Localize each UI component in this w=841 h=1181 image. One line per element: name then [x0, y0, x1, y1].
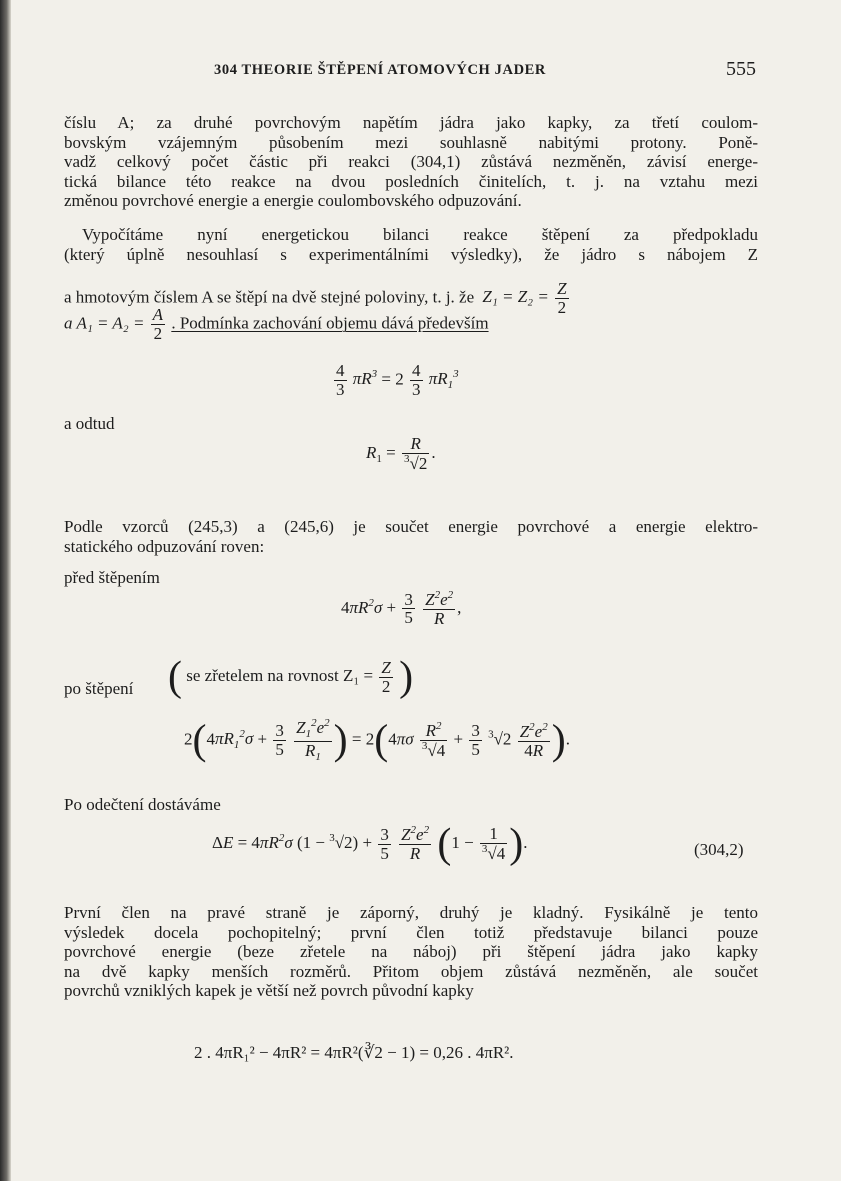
text-line: . Podmínka zachování objemu dává především: [171, 313, 489, 333]
inline-equation: Z₁ = Z₂ =: [482, 287, 549, 307]
book-spine-shadow: [0, 0, 11, 1181]
condition-text: se zřetelem na rovnost Z₁ =: [186, 665, 374, 685]
equation-radius: $R_1$ = $\frac{R}{^3√2}$ .: [366, 434, 436, 473]
text-line: a hmotovým číslem A se štěpí na dvě stejné poloviny, t. j. že: [64, 287, 475, 307]
text-line: povrchů vzniklých kapek je větší než povrch původní kapky: [64, 981, 474, 1001]
text-line: na dvě kapky menších rozměrů. Přitom objem zůstává nezměněn, ale součet: [64, 961, 758, 981]
condition-po-stepeni: ( se zřetelem na rovnost Z₁ = $\frac{Z}{2}$ ): [168, 654, 414, 700]
text-line: (který úplně nesouhlasí s experimentálními výsledky), že jádro s nábojem Z: [64, 244, 758, 264]
text-line: První člen na pravé straně je záporný, druhý je kladný. Fysikálně je tento: [64, 903, 758, 922]
equation-number: (304,2): [694, 840, 744, 859]
equation-after: $2(4\pi R_1^2\sigma$ + $\frac{3}{5}$ $\frac{Z_1^2e^2}{R_1}$ ) = 2(4πσ $\frac{R^2}{^3√4}$ + $\frac{3}{5}$ $^3$√2 $\frac{Z^2e^2}{4R}$ ).: [184, 717, 570, 764]
equation-surface: 2 . 4πR₁² − 4πR² = 4πR²(∛2 − 1) = 0,26 . 4πR².: [194, 1043, 514, 1062]
label-po-odecteni: Po odečtení dostáváme: [64, 795, 221, 814]
text-line: výsledek docela pochopitelný; první člen totiž představuje bilanci pouze: [64, 922, 758, 942]
label-po-stepeni: po štěpení: [64, 679, 134, 698]
label-pred-stepenim: před štěpením: [64, 568, 160, 587]
paragraph-3: [64, 517, 758, 556]
page-number: 555: [726, 58, 756, 80]
text-line: vadž celkový počet částic při reakci (304,1) zůstává nezměněn, závisí energe-: [64, 152, 758, 172]
text-line: Vypočítáme nyní energetickou bilanci reakce štěpení za předpokladu: [82, 225, 758, 244]
text-line: změnou povrchové energie a energie coulombovského odpuzování.: [64, 191, 522, 211]
equation-before: $4\pi R^2\sigma$ + $\frac{3}{5}$ $\frac{Z^2e^2}{R}$ ,: [341, 589, 462, 628]
text-line: statického odpuzování roven:: [64, 536, 265, 556]
paragraph-2-line-4: [64, 306, 489, 343]
paragraph-4: [64, 903, 758, 1001]
fraction-a-over-2: $\frac{A}{2}$: [152, 305, 164, 343]
fraction-z-over-2: $\frac{Z}{2}$: [557, 279, 567, 317]
equation-volume: $\frac{4}{3}$ $\pi R^3 = 2$ $\frac{4}{3}$ $\pi R_1^3$: [336, 361, 459, 399]
label-odtud: a odtud: [64, 414, 115, 433]
text-line: povrchové energie (beze zřetele na náboj) při štěpení jádra jako kapky: [64, 942, 758, 962]
inline-equation: a A₁ = A₂ =: [64, 313, 145, 333]
equation-delta-e: $\Delta E = 4\pi R^2\sigma$ (1 − $^3$√2) + $\frac{3}{5}$ $\frac{Z^2e^2}{R}$ (1 − $\frac{1}{^3√4}$ ).: [212, 821, 528, 867]
text-line: Podle vzorců (245,3) a (245,6) je součet energie povrchové a energie elektro-: [64, 517, 758, 536]
paragraph-1: [64, 113, 758, 211]
text-line: číslu A; za druhé povrchovým napětím jádra jako kapky, za třetí coulom-: [64, 113, 758, 132]
text-line: bovským vzájemným působením mezi souhlasně nabitými protony. Poně-: [64, 132, 758, 152]
text-line: tická bilance této reakce na dvou posledních činitelích, t. j. na vztahu mezi: [64, 171, 758, 191]
paragraph-2: [64, 225, 758, 264]
page-header: [62, 58, 768, 84]
running-title: 304 THEORIE ŠTĚPENÍ ATOMOVÝCH JADER: [214, 62, 546, 78]
